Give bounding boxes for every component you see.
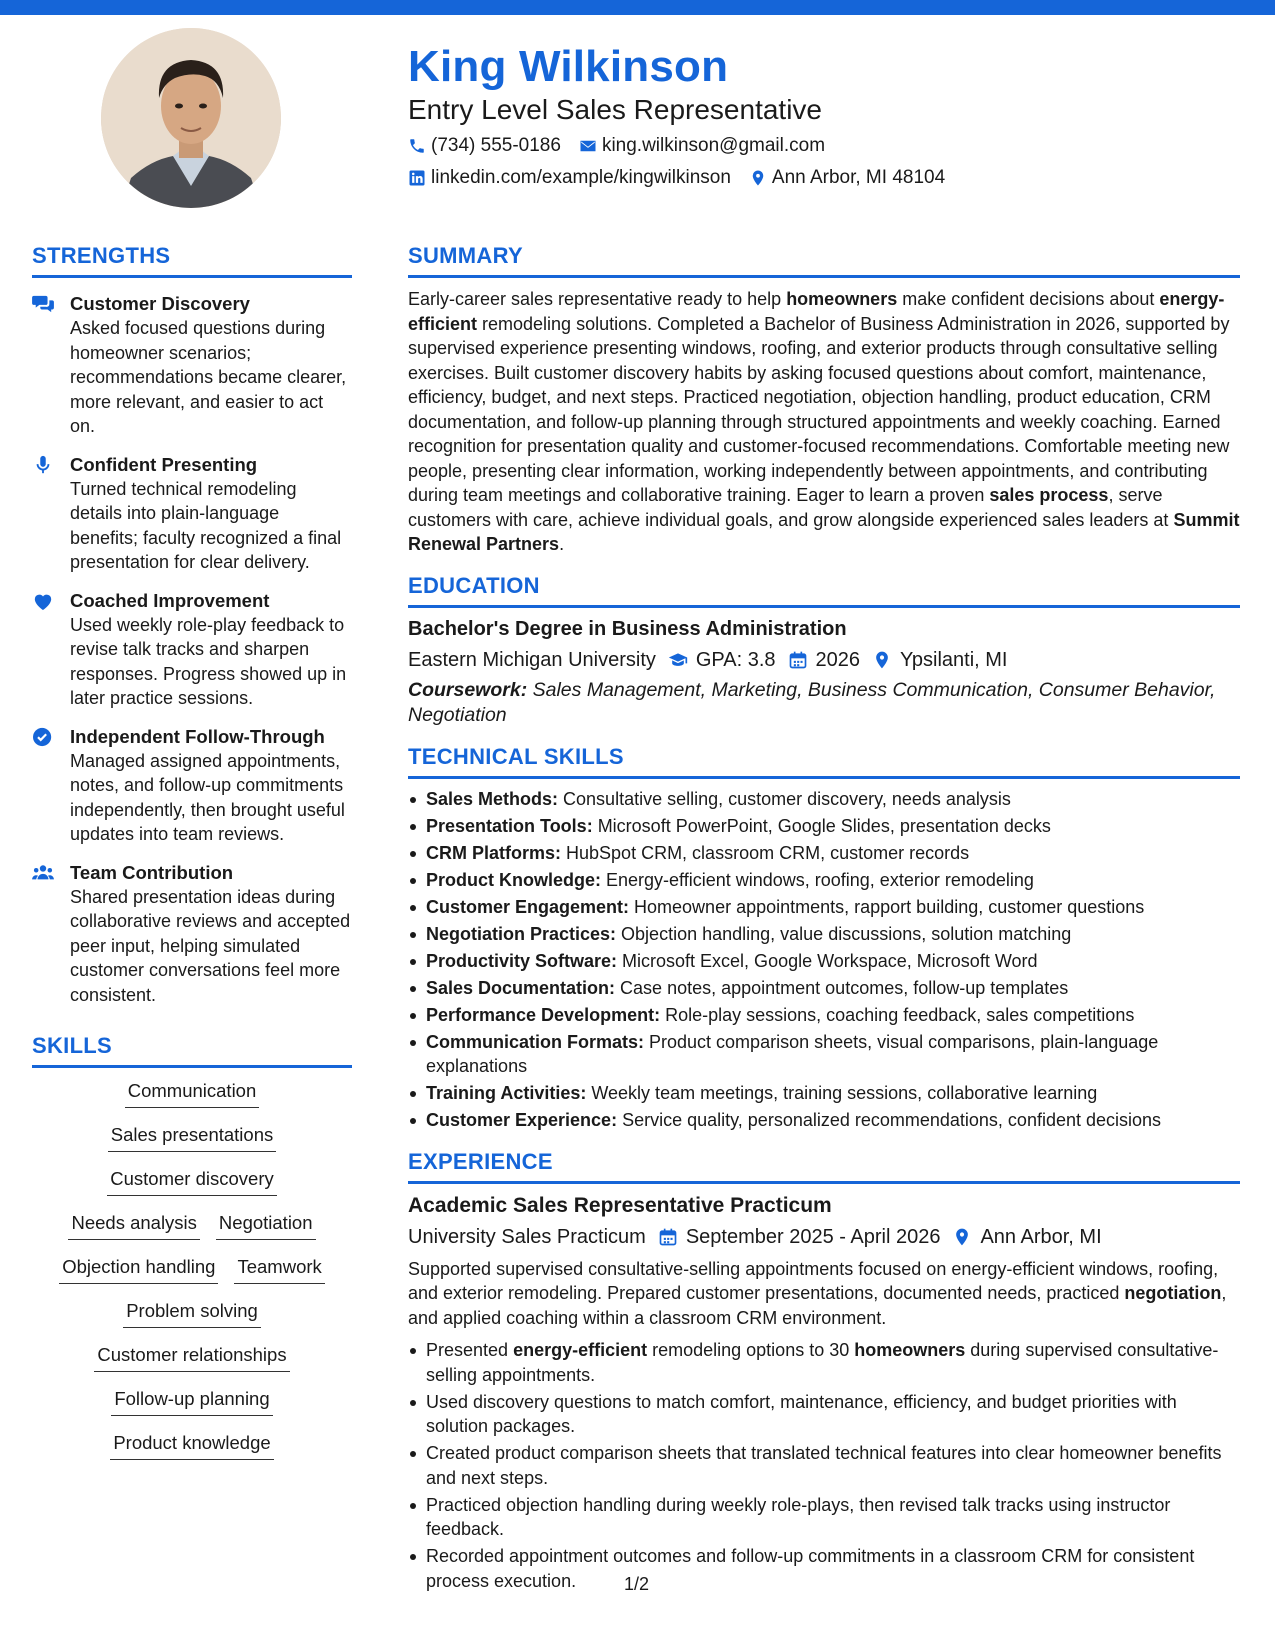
technical-skill-item — [408, 841, 1240, 866]
strength-item — [32, 861, 352, 1008]
text-run: Practiced objection handling during weekly role-plays, then revised talk tracks using instructor feedback. — [426, 1494, 1171, 1539]
page-number: 1/2 — [624, 1574, 650, 1594]
email-text: king.wilkinson@gmail.com — [601, 135, 826, 156]
skill-chip: Communication — [125, 1080, 260, 1108]
technical-skills-heading: TECHNICAL SKILLS — [408, 744, 1240, 779]
heart-icon — [32, 591, 54, 611]
skill-category: Productivity Software: — [426, 950, 618, 971]
email-contact[interactable] — [579, 135, 825, 157]
technical-skill-item — [408, 1003, 1240, 1028]
skill-category: Performance Development: — [426, 1004, 661, 1025]
job-location-text: Ann Arbor, MI — [980, 1225, 1102, 1248]
skill-values: Homeowner appointments, rapport building, customer questions — [629, 896, 1145, 917]
emphasis-text: energy-efficient — [513, 1340, 648, 1360]
skill-row — [32, 1256, 352, 1284]
left-column — [32, 243, 352, 1476]
linkedin-text: linkedin.com/example/kingwilkinson — [431, 167, 731, 188]
text-run: , serve customers with care, achieve individual goals, and grow alongside experienced sales leaders at — [408, 485, 1174, 530]
envelope-icon — [579, 137, 597, 155]
location-text: Ann Arbor, MI 48104 — [771, 167, 946, 188]
text-run: Created product comparison sheets that translated technical features into clear homeowner benefits and next steps. — [426, 1443, 1222, 1488]
strength-title: Confident Presenting — [70, 453, 258, 475]
skill-chip: Teamwork — [234, 1256, 324, 1284]
skill-chip: Customer discovery — [107, 1168, 276, 1196]
location-contact — [749, 167, 945, 189]
education-section — [408, 573, 1240, 728]
skill-chip: Negotiation — [216, 1212, 316, 1240]
skill-values: HubSpot CRM, classroom CRM, customer records — [561, 842, 970, 863]
job-dates — [658, 1226, 941, 1249]
experience-bullet — [408, 1390, 1240, 1439]
strength-description: Shared presentation ideas during collaborative reviews and accepted peer input, helping simulated customer conversations feel more consistent. — [70, 886, 351, 1005]
graduation-year — [788, 649, 861, 672]
text-run: during supervised consultative-selling appointments. — [426, 1340, 1219, 1385]
technical-skill-item — [408, 1108, 1240, 1133]
school-location — [872, 649, 1007, 672]
school-name: Eastern Michigan University — [408, 648, 656, 671]
candidate-name: King Wilkinson — [408, 42, 729, 91]
skill-chip: Problem solving — [123, 1300, 261, 1328]
calendar-icon — [788, 650, 808, 670]
strength-item — [32, 725, 352, 847]
experience-section — [408, 1149, 1240, 1594]
right-column — [408, 243, 1240, 1596]
experience-heading: EXPERIENCE — [408, 1149, 1240, 1184]
emphasis-text: negotiation — [1124, 1283, 1222, 1303]
text-run: , and applied coaching within a classroom CRM environment. — [408, 1283, 1227, 1328]
skill-values: Weekly team meetings, training sessions, collaborative learning — [586, 1083, 1098, 1103]
skill-values: Service quality, personalized recommendations, confident decisions — [617, 1110, 1162, 1130]
coursework — [408, 678, 1240, 728]
strength-title: Coached Improvement — [70, 589, 270, 611]
skill-chip: Needs analysis — [68, 1212, 199, 1240]
skill-row — [32, 1432, 352, 1460]
technical-skill-item — [408, 868, 1240, 893]
strength-title: Team Contribution — [70, 861, 234, 883]
summary-heading: SUMMARY — [408, 243, 1240, 278]
phone-text: (734) 555-0186 — [431, 135, 561, 156]
education-meta — [408, 649, 1240, 672]
experience-description — [408, 1257, 1240, 1331]
skill-values: Microsoft PowerPoint, Google Slides, presentation decks — [592, 815, 1051, 836]
experience-bullet — [408, 1544, 1240, 1593]
skill-category: Communication Formats: — [426, 1031, 645, 1052]
emphasis-text: homeowners — [854, 1340, 966, 1360]
coursework-list: Sales Management, Marketing, Business Communication, Consumer Behavior, Negotiation — [408, 678, 1216, 726]
strengths-heading: STRENGTHS — [32, 243, 352, 278]
strength-description: Used weekly role-play feedback to revise talk tracks and sharpen responses. Progress showed up in later practice sessions. — [70, 614, 347, 708]
coursework-label: Coursework: — [408, 678, 528, 701]
strength-item — [32, 589, 352, 711]
skill-category: Sales Methods: — [426, 788, 559, 809]
emphasis-text: Summit Renewal Partners — [408, 509, 1240, 554]
emphasis-text: energy-efficient — [408, 289, 1225, 334]
technical-skill-item — [408, 814, 1240, 839]
microphone-icon — [32, 455, 54, 475]
skill-row — [32, 1124, 352, 1152]
strength-description: Managed assigned appointments, notes, and follow-up commitments independently, then brought useful updates into team reviews. — [70, 750, 345, 844]
experience-bullet — [408, 1338, 1240, 1387]
technical-skill-item — [408, 895, 1240, 920]
skill-category: Negotiation Practices: — [426, 923, 617, 944]
strength-title: Customer Discovery — [70, 293, 250, 314]
skill-category: Training Activities: — [426, 1083, 587, 1103]
gpa — [668, 649, 776, 672]
calendar-icon — [658, 1227, 678, 1247]
job-location — [952, 1226, 1101, 1249]
organization-name: University Sales Practicum — [408, 1225, 646, 1248]
text-run: Used discovery questions to match comfort, maintenance, efficiency, and budget priorities with solution packages. — [426, 1391, 1177, 1436]
linkedin-icon — [408, 169, 426, 187]
profile-photo — [101, 28, 281, 208]
users-icon — [32, 863, 54, 883]
skills-section — [32, 1033, 352, 1476]
graduation-cap-icon — [668, 650, 688, 670]
job-title: Academic Sales Representative Practicum — [408, 1193, 832, 1217]
strength-item — [32, 453, 352, 575]
experience-meta — [408, 1226, 1240, 1249]
top-accent-bar — [0, 0, 1275, 15]
candidate-role: Entry Level Sales Representative — [408, 94, 822, 125]
text-run: Supported supervised consultative-selling appointments focused on energy-efficient windows, roofing, and exterior remodeling. Prepared customer presentations, documented needs, practiced — [408, 1258, 1219, 1303]
skill-values: Consultative selling, customer discovery, needs analysis — [558, 788, 1011, 809]
text-run: Early-career sales representative ready to help — [408, 289, 787, 309]
skill-chip: Customer relationships — [94, 1344, 289, 1372]
text-run: Recorded appointment outcomes and follow-up commitments in a classroom CRM for consistent process execution. — [426, 1546, 1195, 1591]
map-pin-icon — [872, 650, 892, 670]
skill-row — [32, 1168, 352, 1196]
degree-title: Bachelor's Degree in Business Administration — [408, 617, 847, 640]
strength-description: Asked focused questions during homeowner scenarios; recommendations became clearer, more relevant, and easier to act on. — [70, 318, 347, 436]
gpa-text: GPA: 3.8 — [695, 648, 776, 671]
education-heading: EDUCATION — [408, 573, 1240, 608]
skill-row — [32, 1388, 352, 1416]
dates-text: September 2025 - April 2026 — [685, 1225, 941, 1248]
skill-category: Product Knowledge: — [426, 869, 601, 890]
technical-skill-item — [408, 922, 1240, 947]
skill-row — [32, 1080, 352, 1108]
skill-values: Objection handling, value discussions, solution matching — [616, 923, 1072, 944]
phone-icon — [408, 137, 426, 155]
skills-heading: SKILLS — [32, 1033, 352, 1068]
skill-chips — [32, 1080, 352, 1476]
strength-description: Turned technical remodeling details into plain-language benefits; faculty recognized a final presentation for clear delivery. — [70, 478, 342, 572]
skill-row — [32, 1300, 352, 1328]
skill-row — [32, 1344, 352, 1372]
text-run: . — [559, 534, 565, 554]
skill-values: Microsoft Excel, Google Workspace, Microsoft Word — [617, 950, 1038, 971]
experience-bullet — [408, 1493, 1240, 1542]
experience-bullets — [408, 1338, 1240, 1593]
skill-category: Customer Engagement: — [426, 896, 630, 917]
emphasis-text: sales process — [989, 485, 1109, 505]
skill-category: Customer Experience: — [426, 1110, 618, 1130]
phone-contact[interactable] — [408, 135, 561, 157]
school-location-text: Ypsilanti, MI — [900, 648, 1008, 671]
summary-text — [408, 287, 1240, 557]
skill-category: Presentation Tools: — [426, 815, 593, 836]
map-pin-icon — [749, 169, 767, 187]
emphasis-text: homeowners — [786, 289, 898, 309]
text-run: make confident decisions about — [897, 289, 1160, 309]
strength-item — [32, 292, 352, 439]
contact-row-primary — [408, 135, 843, 157]
technical-skill-item — [408, 976, 1240, 1001]
experience-bullet — [408, 1441, 1240, 1490]
skill-chip: Sales presentations — [108, 1124, 277, 1152]
text-run: Presented — [426, 1340, 514, 1360]
contact-row-secondary — [408, 167, 963, 189]
text-run: remodeling solutions. Completed a Bachelor of Business Administration in 2026, supported by supervised experience presenting windows, roofing, and exterior products through consultative selling exercises. Built customer discovery habits by asking focused questions about comfort, maintenance, efficiency, budget, and next steps. Practiced negotiation, objection handling, product education, CRM documentation, and follow-up planning through structured appointments and weekly coaching. Earned recognition for presentation quality and customer-focused recommendations. Comfortable meeting new people, presenting clear information, working independently between appointments, and contributing during team meetings and collaborative training. Eager to learn a proven — [408, 313, 1230, 505]
technical-skills-list — [408, 787, 1240, 1133]
year-text: 2026 — [815, 648, 861, 671]
check-circle-icon — [32, 727, 54, 747]
linkedin-contact[interactable] — [408, 167, 731, 189]
strength-title: Independent Follow-Through — [70, 725, 325, 747]
map-pin-icon — [952, 1227, 972, 1247]
skill-chip: Objection handling — [59, 1256, 218, 1284]
skill-values: Product comparison sheets, visual comparisons, plain-language explanations — [426, 1031, 1159, 1076]
technical-skill-item — [408, 787, 1240, 812]
technical-skill-item — [408, 1030, 1240, 1079]
technical-skill-item — [408, 1081, 1240, 1106]
skill-category: Sales Documentation: — [426, 977, 616, 998]
skill-values: Role-play sessions, coaching feedback, sales competitions — [660, 1004, 1135, 1025]
skill-chip: Product knowledge — [110, 1432, 273, 1460]
skill-chip: Follow-up planning — [111, 1388, 272, 1416]
text-run: remodeling options to 30 — [647, 1340, 855, 1360]
technical-skill-item — [408, 949, 1240, 974]
skill-row — [32, 1212, 352, 1240]
technical-skills-section — [408, 744, 1240, 1133]
skill-category: CRM Platforms: — [426, 842, 562, 863]
skill-values: Energy-efficient windows, roofing, exterior remodeling — [601, 869, 1034, 890]
skill-values: Case notes, appointment outcomes, follow-up templates — [615, 977, 1069, 998]
comments-icon — [32, 294, 54, 314]
